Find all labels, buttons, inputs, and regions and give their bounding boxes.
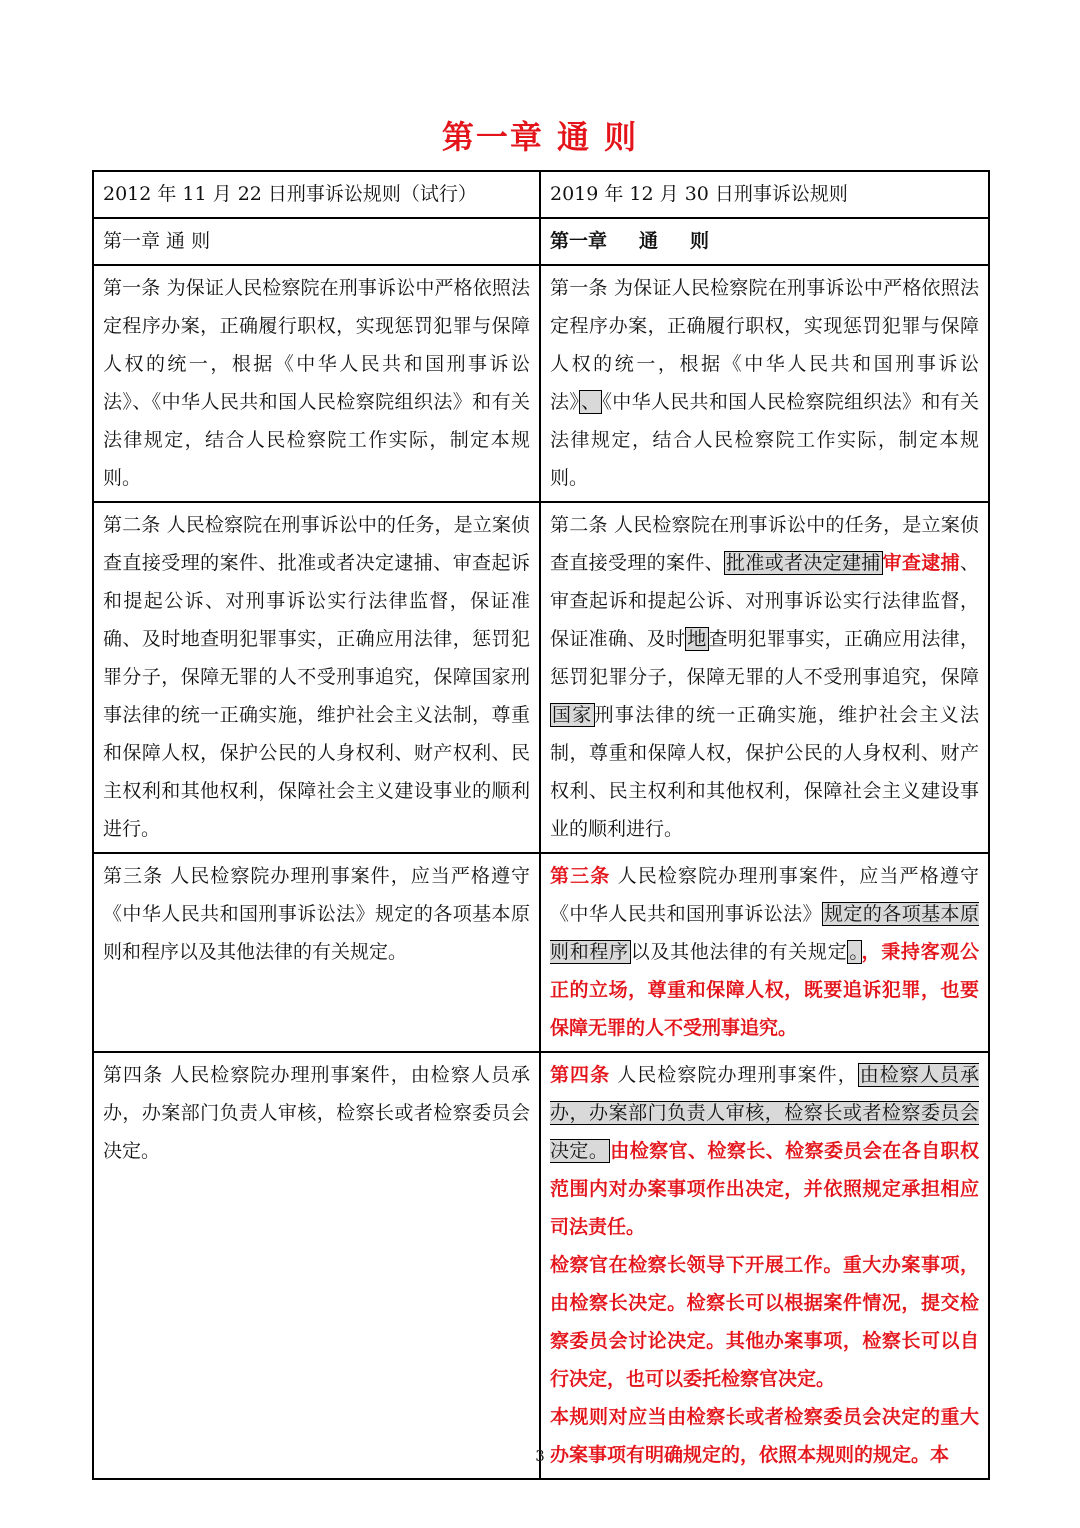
article-2-new-text-a: 第二条 人民检察院在刑事诉讼中的任务，是立案侦查直接受理的案件、 — [550, 514, 979, 574]
page-title: 第一章 通 则 — [441, 118, 639, 156]
article-4-row — [93, 1052, 989, 1479]
chapter-new-label: 第一章 — [550, 230, 608, 252]
article-2-row — [93, 502, 989, 853]
article-3-new-highlight-1: 规定的各项基本原则和程序 — [550, 903, 979, 963]
article-3-new — [540, 853, 989, 1052]
article-2-new-text-d: 刑事法律的统一正确实施，维护社会主义法制，尊重和保障人权，保护公民的人身权利、财产权利、民主权利和其他权利，保障社会主义建设事业的顺利进行。 — [550, 704, 979, 840]
article-4-new-highlight: 由检察人员承办，办案部门负责人审核，检察长或者检察委员会决定。 — [550, 1064, 979, 1162]
article-2-new-highlight-3: 国家 — [552, 704, 593, 726]
article-2-new — [540, 502, 989, 853]
article-2-new-highlight-2: 地 — [687, 628, 707, 650]
article-4-new-added-2: 检察官在检察长领导下开展工作。重大办案事项，由检察长决定。检察长可以根据案件情况，提交检察委员会讨论决定。其他办案事项，检察长可以自行决定，也可以委托检察官决定。 — [550, 1254, 979, 1390]
header-new: 2019 年 12 月 30 日刑事诉讼规则 — [540, 171, 989, 218]
chapter-new-ze: 则 — [690, 230, 710, 252]
chapter-new-tong: 通 — [639, 230, 659, 252]
article-2-new-highlight-1: 批准或者决定建捕 — [725, 552, 881, 574]
chapter-new — [540, 218, 989, 265]
article-3-new-highlight-2: 。 — [849, 941, 860, 963]
article-1-new-text-b: 《中华人民共和国人民检察院组织法》和有关法律规定，结合人民检察院工作实际，制定本规则。 — [550, 391, 979, 489]
article-3-row — [93, 853, 989, 1052]
article-1-new-highlight: 、 — [581, 391, 601, 413]
article-2-old: 第二条 人民检察院在刑事诉讼中的任务，是立案侦查直接受理的案件、批准或者决定逮捕、审查起诉和提起公诉、对刑事诉讼实行法律监督，保证准确、及时地查明犯罪事实，正确应用法律，惩罚犯罪分子，保障无罪的人不受刑事追究，保障国家刑事法律的统一正确实施，维护社会主义法制，尊重和保障人权，保护公民的人身权利、财产权利、民主权利和其他权利，保障社会主义建设事业的顺利进行。 — [93, 502, 540, 853]
header-old: 2012 年 11 月 22 日刑事诉讼规则（试行） — [93, 171, 540, 218]
article-2-new-added-1: 审查逮捕 — [882, 552, 960, 574]
article-1-old: 第一条 为保证人民检察院在刑事诉讼中严格依照法定程序办案，正确履行职权，实现惩罚犯罪与保障人权的统一，根据《中华人民共和国刑事诉讼法》、《中华人民共和国人民检察院组织法》和有关法律规定，结合人民检察院工作实际，制定本规则。 — [93, 265, 540, 502]
article-3-new-text-a: 人民检察院办理刑事案件，应当严格遵守《中华人民共和国刑事诉讼法》 — [550, 865, 979, 925]
article-3-new-added: ，秉持客观公正的立场，尊重和保障人权，既要追诉犯罪，也要保障无罪的人不受刑事追究。 — [550, 941, 979, 1039]
article-4-new-text-a: 人民检察院办理刑事案件， — [610, 1064, 858, 1086]
article-4-new — [540, 1052, 989, 1479]
article-4-old: 第四条 人民检察院办理刑事案件，由检察人员承办，办案部门负责人审核，检察长或者检察委员会决定。 — [93, 1052, 540, 1479]
chapter-old: 第一章 通 则 — [93, 218, 540, 265]
article-1-new — [540, 265, 989, 502]
article-2-new-text-b: 、审查起诉和提起公诉、对刑事诉讼实行法律监督，保证准确、及时 — [550, 552, 979, 650]
article-2-new-text-c: 查明犯罪事实，正确应用法律，惩罚犯罪分子，保障无罪的人不受刑事追究，保障 — [550, 628, 979, 688]
chapter-row — [93, 218, 989, 265]
article-4-new-added-1: 由检察官、检察长、检察委员会在各自职权范围内对办案事项作出决定，并依照规定承担相应司法责任。 — [550, 1140, 979, 1238]
article-3-new-label: 第三条 — [550, 865, 611, 887]
table-header-row — [93, 171, 989, 218]
article-1-new-text-a: 第一条 为保证人民检察院在刑事诉讼中严格依照法定程序办案，正确履行职权，实现惩罚犯罪与保障人权的统一，根据《中华人民共和国刑事诉讼法》 — [550, 277, 979, 413]
comparison-table — [92, 170, 990, 1480]
article-3-old: 第三条 人民检察院办理刑事案件，应当严格遵守《中华人民共和国刑事诉讼法》规定的各项基本原则和程序以及其他法律的有关规定。 — [93, 853, 540, 1052]
article-4-new-added-3: 本规则对应当由检察长或者检察委员会决定的重大办案事项有明确规定的，依照本规则的规定。本 — [550, 1406, 979, 1466]
article-1-row — [93, 265, 989, 502]
article-4-new-label: 第四条 — [550, 1064, 611, 1086]
page-number: 3 — [535, 1447, 545, 1465]
article-3-new-text-b: 以及其他法律的有关规定 — [630, 941, 848, 963]
